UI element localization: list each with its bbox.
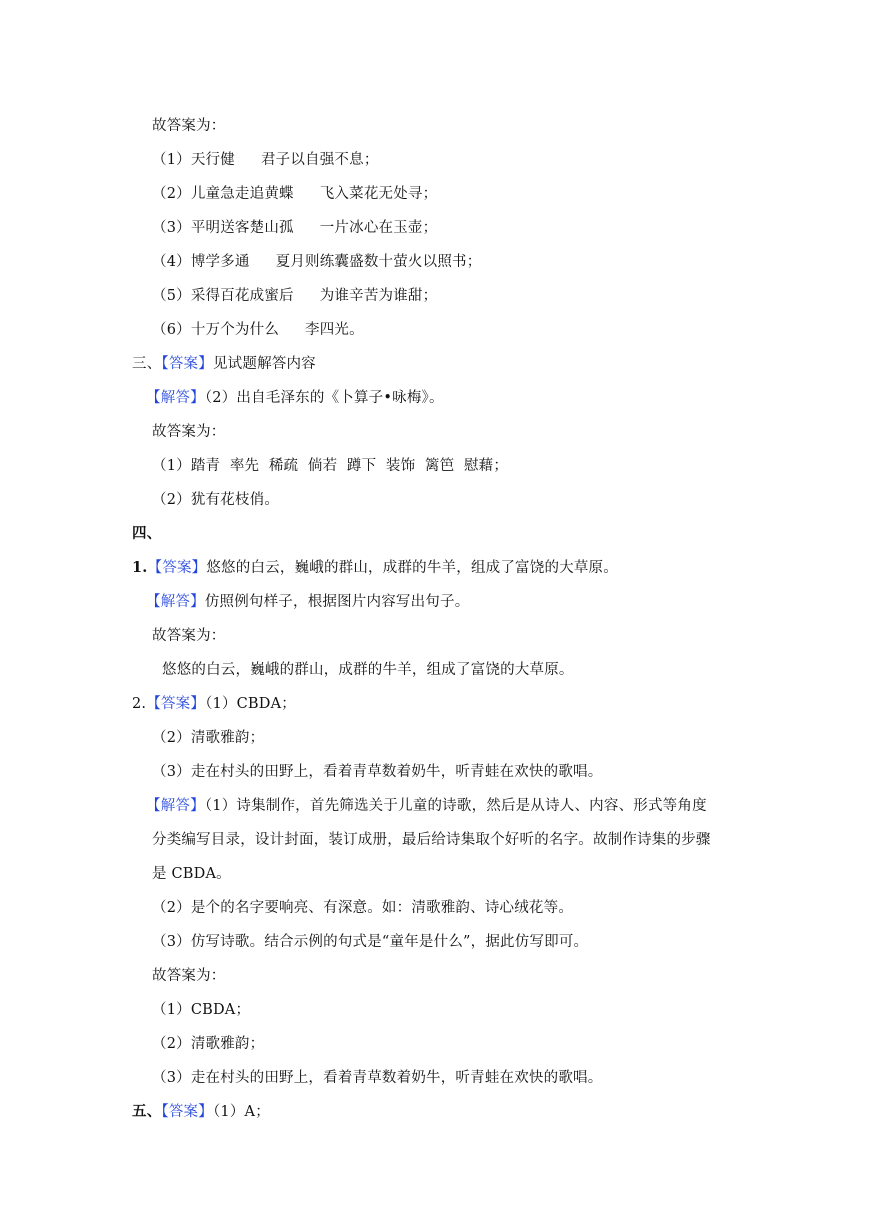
q2-final-1: （1）CBDA； [152,1002,251,1018]
section2-answer-4: （4）博学多通 夏月则练囊盛数十萤火以照书； [152,254,482,270]
q1-intro: 故答案为： [152,628,226,644]
explain-tag: 【解答】 [146,594,205,610]
answer-tag: 【答案】 [147,560,207,576]
section3-answer: 三、【答案】见试题解答内容 [132,356,316,372]
section3-line-1: （1）踏青 率先 稀疏 倘若 蹲下 装饰 篱笆 慰藉； [152,458,509,474]
section3-line-2: （2）犹有花枝俏。 [152,492,280,508]
section2-answer-5: （5）采得百花成蜜后 为谁辛苦为谁甜； [152,288,438,304]
q1-answer: 1.【答案】悠悠的白云，巍峨的群山，成群的牛羊，组成了富饶的大草原。 [132,559,618,576]
q2-answer-3: （3）走在村头的田野上，看着青草数着奶牛，听青蛙在欢快的歌唱。 [152,764,603,780]
section3-explain: 【解答】（2）出自毛泽东的《卜算子•咏梅》。 [146,390,444,406]
explain-tag: 【解答】 [146,390,205,406]
q2-answer: 2.【答案】（1）CBDA； [132,696,296,712]
section2-answer-1: （1）天行健 君子以自强不息； [152,152,379,168]
section2-intro: 故答案为： [152,118,226,134]
q1-explain: 【解答】仿照例句样子，根据图片内容写出句子。 [146,594,470,610]
section3-intro: 故答案为： [152,424,226,440]
q2-explain-3: （3）仿写诗歌。结合示例的句式是“童年是什么”，据此仿写即可。 [152,934,589,950]
section2-answer-3: （3）平明送客楚山孤 一片冰心在玉壶； [152,220,438,236]
section5-answer: 五、【答案】（1）A； [132,1103,270,1120]
answer-tag: 【答案】 [161,1104,213,1120]
q2-final-2: （2）清歌雅韵； [152,1036,265,1052]
explain-tag: 【解答】 [146,798,205,814]
answer-tag: 【答案】 [146,696,206,712]
q2-explain-1a: 【解答】（1）诗集制作，首先筛选关于儿童的诗歌，然后是从诗人、内容、形式等角度 [146,798,707,814]
q2-intro: 故答案为： [152,968,226,984]
section2-answer-2: （2）儿童急走追黄蝶 飞入菜花无处寻； [152,186,438,202]
q2-final-3: （3）走在村头的田野上，看着青草数着奶牛，听青蛙在欢快的歌唱。 [152,1070,603,1086]
section2-answer-6: （6）十万个为什么 李四光。 [152,322,364,338]
q2-answer-2: （2）清歌雅韵； [152,730,265,746]
section4-heading: 四、 [132,525,162,542]
q2-explain-2: （2）是个的名字要响亮、有深意。如：清歌雅韵、诗心绒花等。 [152,900,574,916]
q2-explain-1b: 分类编写目录，设计封面，装订成册，最后给诗集取个好听的名字。故制作诗集的步骤 [152,832,711,848]
q1-final: 悠悠的白云，巍峨的群山，成群的牛羊，组成了富饶的大草原。 [162,662,574,678]
answer-tag: 【答案】 [161,356,213,372]
q2-explain-1c: 是 CBDA。 [152,866,231,882]
